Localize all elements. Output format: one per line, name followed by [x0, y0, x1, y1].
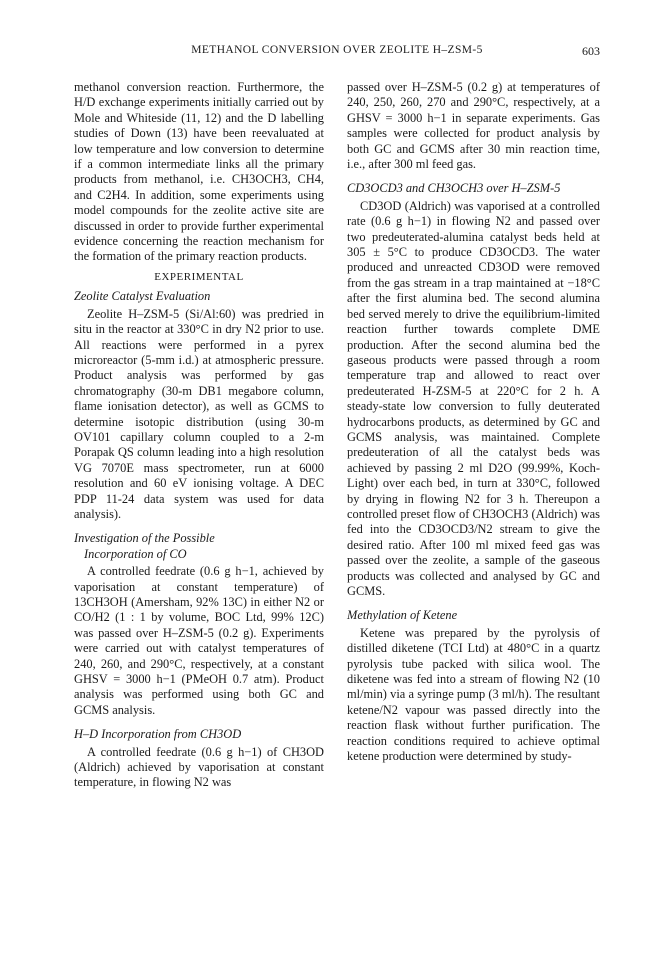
paragraph-cd3ocd3: CD3OD (Aldrich) was vaporised at a controlled rate (0.6 g h−1) in flowing N2 and passed over two predeuterated-alumina catalyst beds held at 305 ± 5°C to produce CD3OCD3. The water produced and unreacted CD3OD were removed from the gas stream in a trap maintained at −18°C after the first alumina bed. The second alumina bed served merely to drive the equilibrium-limited reaction further towards complete DME production. After the second alumina bed the gaseous products were passed through a room temperature trap and allowed to react over predeuterated H-ZSM-5 at 220°C for 2 h. A steady-state low conversion to fully deuterated hydrocarbons products, as determined by GC and GCMS analysis, was maintained. Complete predeuteration of all the catalyst beds was achieved by passing 2 ml D2O (99.99%, Koch-Light) over each bed, in turn at 330°C, followed by drying in flowing N2 for 3 h. Thereupon a controlled preset flow of CH3OCH3 (Aldrich) was fed into the CD3OCD3/N2 stream to give the desired ratio. After 100 ml mixed feed gas was passed over the zeolite, a sample of the gaseous products was collected and analysed by GC and GCMS. — [347, 198, 600, 598]
subheading-co-line-2: Incorporation of CO — [84, 546, 187, 561]
subheading-ketene: Methylation of Ketene — [347, 608, 458, 623]
page-number: 603 — [582, 44, 600, 58]
subheading-hd-incorporation: H–D Incorporation from CH3OD — [74, 727, 242, 742]
subheading-co-line-1: Investigation of the Possible — [74, 531, 215, 546]
subheading-cd3ocd3: CD3OCD3 and CH3OCH3 over H–ZSM-5 — [347, 181, 561, 196]
section-heading-experimental: EXPERIMENTAL — [154, 270, 244, 283]
left-column — [74, 80, 324, 791]
right-column — [347, 80, 600, 764]
paragraph-ketene: Ketene was prepared by the pyrolysis of distilled diketene (TCI Ltd) at 480°C in a quartz pyrolysis tube packed with silica wool. The diketene was fed into a stream of flowing N2 (10 ml/min) via a syringe pump (3 ml/h). The resultant ketene/N2 vapour was passed directly into the reaction flask without further purification. The reaction conditions required to achieve optimal ketene production were determined by study- — [347, 625, 600, 764]
paragraph-co-incorporation: A controlled feedrate (0.6 g h−1, achieved by vaporisation at constant temperature) of 13CH3OH (Amersham, 92% 13C) in either N2 or CO/H2 (1 : 1 by volume, BOC Ltd, 99% 12C) was passed over H–ZSM-5 (0.2 g). Experiments were carried out with catalyst temperatures of 240, 260, and 290°C, respectively, at a constant GHSV = 3000 h−1 (PMeOH 0.7 atm). Product analysis was performed using both GC and GCMS analysis. — [74, 564, 324, 717]
paragraph-continued: passed over H–ZSM-5 (0.2 g) at temperatures of 240, 250, 260, 270 and 290°C, respectively, at a GHSV = 3000 h−1 in separate experiments. Gas samples were collected for product analysis by both GC and GCMS after 30 min reaction time, i.e., after 300 ml feed gas. — [347, 80, 600, 172]
running-title: METHANOL CONVERSION OVER ZEOLITE H–ZSM-5 — [191, 44, 483, 56]
subheading-catalyst-evaluation: Zeolite Catalyst Evaluation — [74, 289, 211, 304]
paragraph-hd-incorporation: A controlled feedrate (0.6 g h−1) of CH3OD (Aldrich) achieved by vaporisation at constant temperature, in flowing N2 was — [74, 744, 324, 790]
subheading-co-incorporation — [74, 531, 324, 562]
paragraph-catalyst-evaluation: Zeolite H–ZSM-5 (Si/Al:60) was predried in situ in the reactor at 330°C in dry N2 prior to use. All reactions were performed in a pyrex microreactor (5-mm i.d.) at atmospheric pressure. Product analysis was performed by gas chromatography (30-m DB1 megabore column, flame ionisation detector), as well as GCMS to determine isotopic distribution (using 30-m OV101 capillary column coupled to a 2-m Porapak QS column leading into a high resolution VG 7070E mass spectrometer, run at 6000 resolution and 60 eV ionising voltage. A DEC PDP 11-24 data system was used for data analysis). — [74, 306, 324, 521]
running-header — [74, 44, 600, 60]
intro-paragraph: methanol conversion reaction. Furthermore, the H/D exchange experiments initially carried out by Mole and Whiteside (11, 12) and the D labelling studies of Down (13) have been reevaluated at low temperature and low conversion to determine if a common intermediate links all the primary products from methanol, i.e. CH3OCH3, CH4, and C2H4. In addition, some experiments using model compounds for the zeolite active site are discussed in order to provide further experimental evidence concerning the reaction mechanism for the formation of the primary reaction products. — [74, 80, 324, 264]
